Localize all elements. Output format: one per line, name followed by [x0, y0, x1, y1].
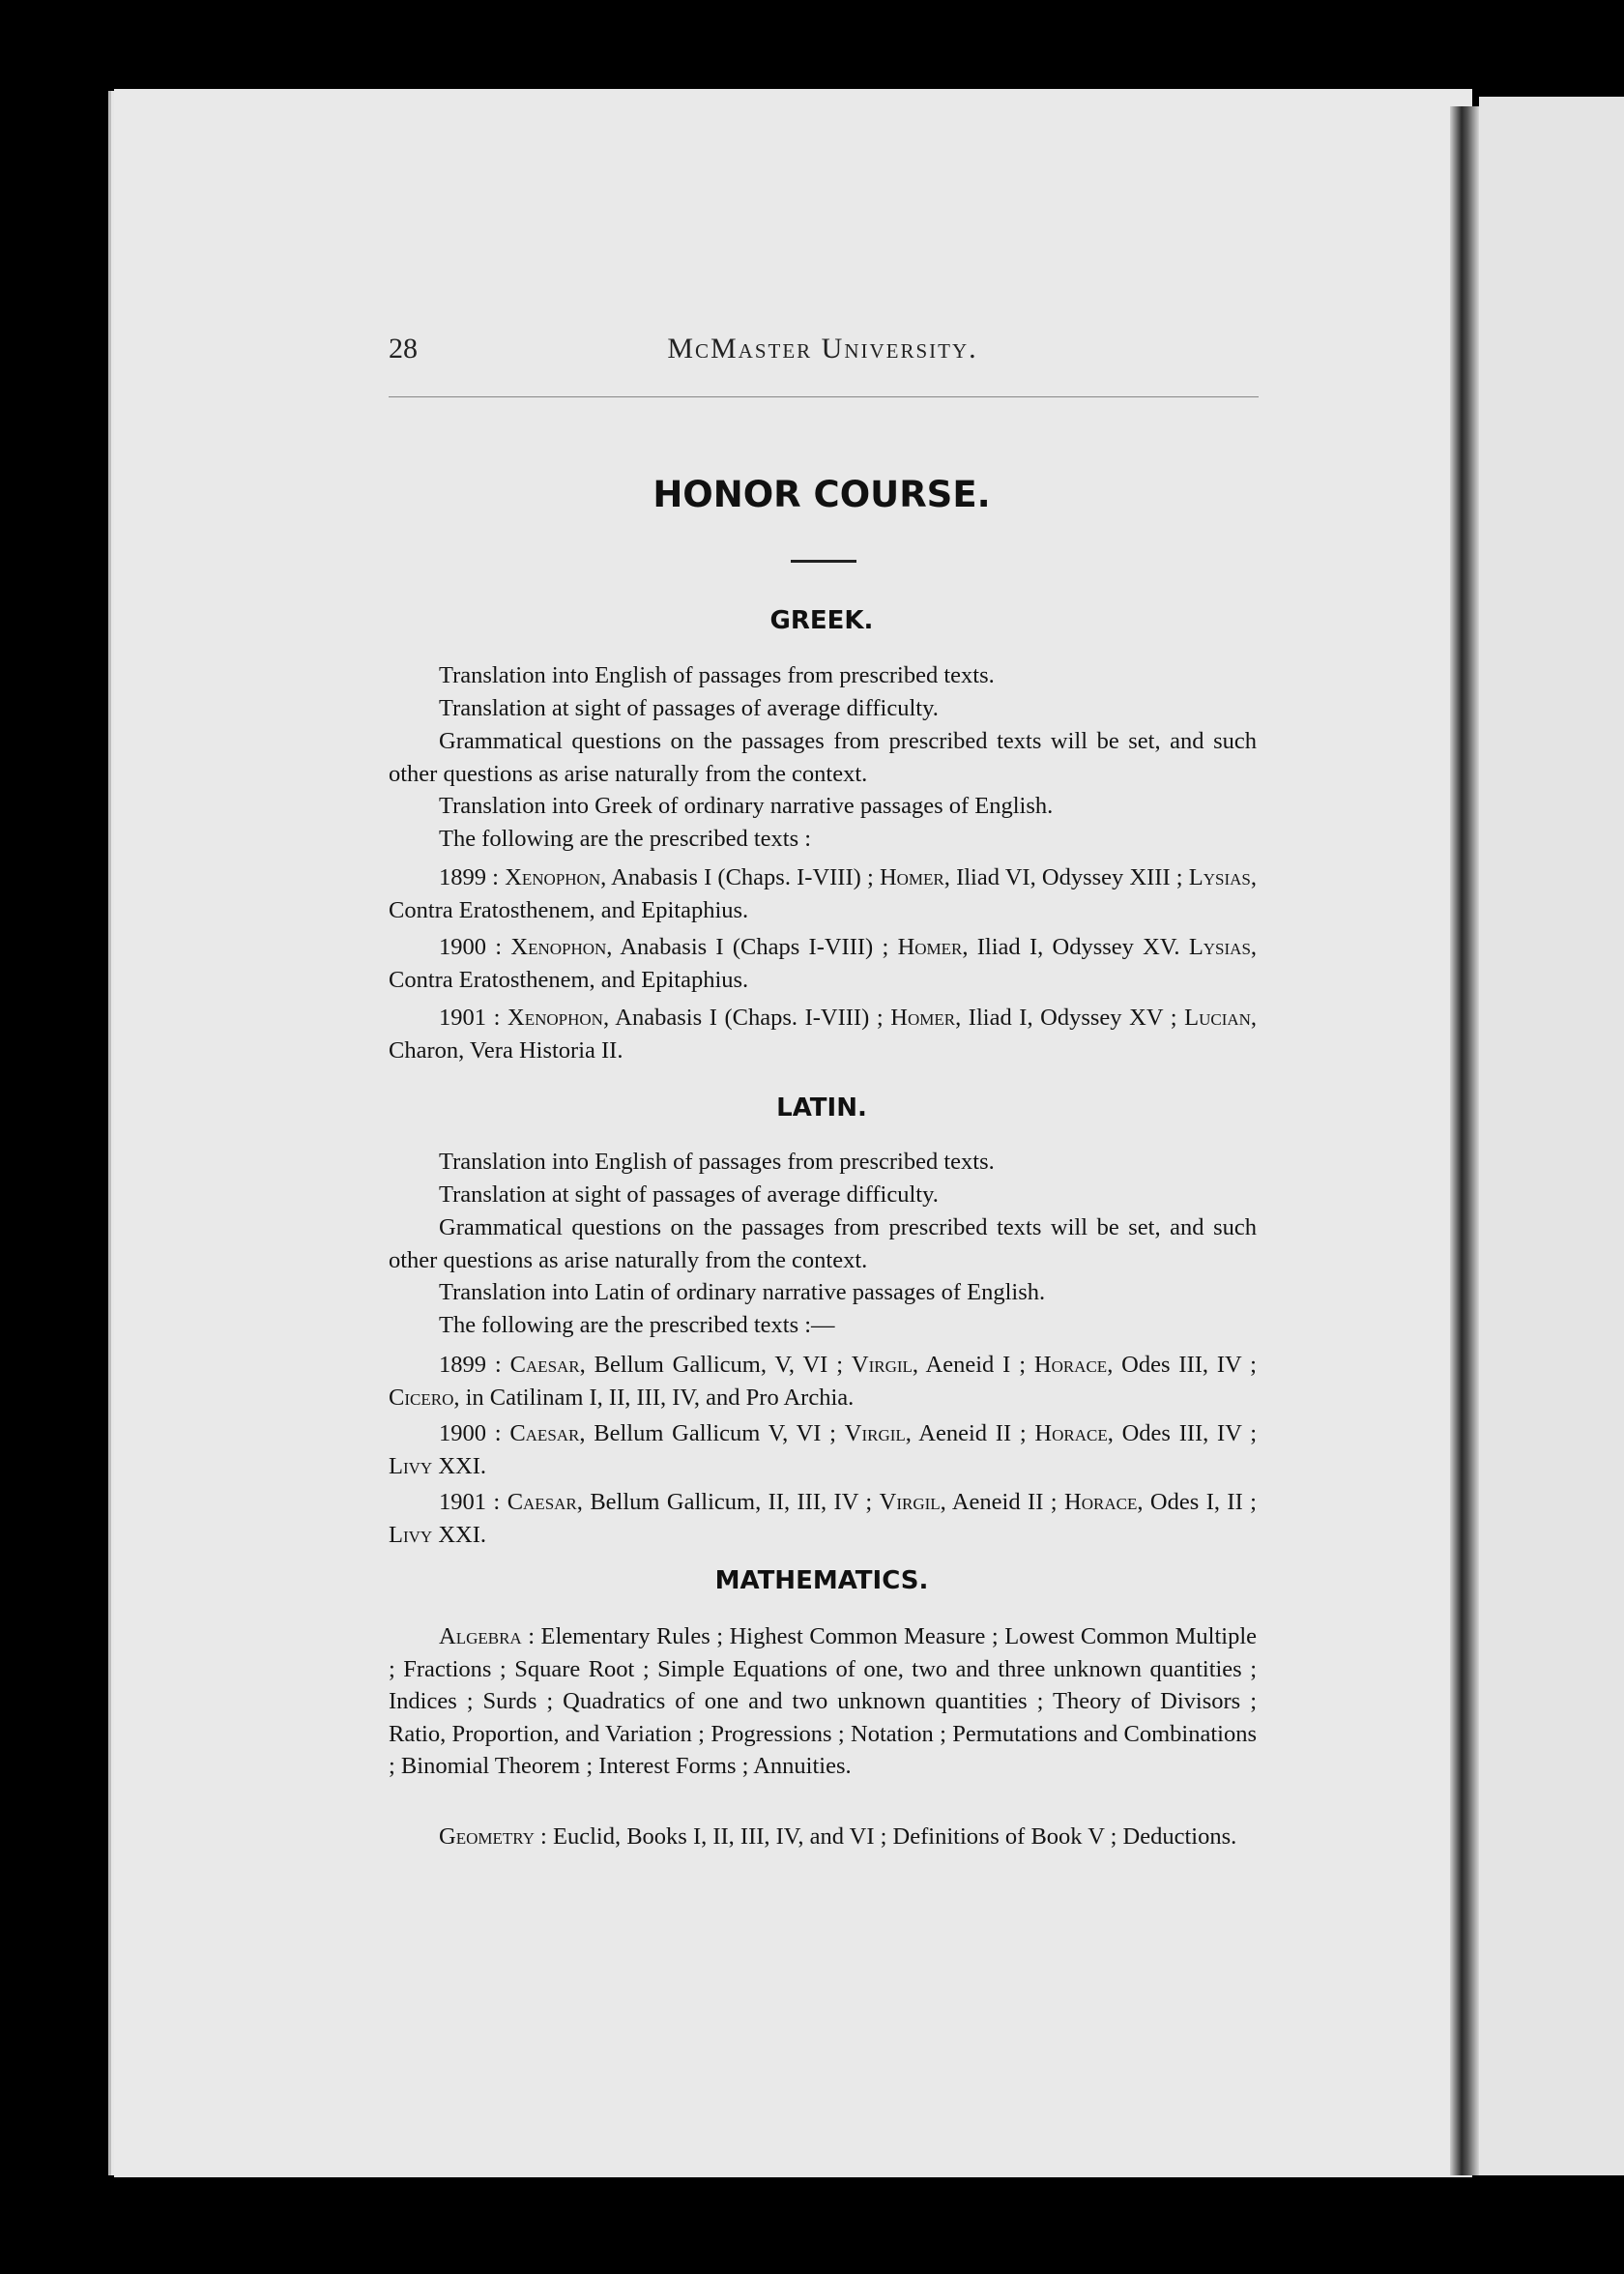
latin-paragraph-2: Translation at sight of passages of average difficulty. [439, 1181, 939, 1208]
greek-texts-1900 [389, 931, 1257, 996]
running-title: McMaster University. [667, 333, 978, 364]
author-name: Horace [1064, 1489, 1138, 1515]
author-name: Homer [890, 1005, 956, 1031]
year-label: 1900 : [439, 934, 503, 960]
facing-page-edge [1479, 97, 1624, 2175]
author-name: Lysias [1188, 864, 1251, 890]
text-segment: XXI. [438, 1452, 486, 1479]
author-name: Caesar [507, 1489, 577, 1515]
greek-heading: GREEK. [769, 606, 874, 635]
latin-texts-1901 [389, 1486, 1257, 1551]
greek-texts-1899 [389, 861, 1257, 926]
author-name: Homer [897, 934, 963, 960]
latin-paragraph-4: Translation into Latin of ordinary narrative passages of English. [439, 1279, 1046, 1305]
text-segment: , Anabasis I (Chaps. I-VIII) ; [600, 864, 874, 890]
algebra-label: Algebra : [439, 1623, 536, 1649]
text-segment: , Anabasis I (Chaps I-VIII) ; [606, 934, 889, 960]
author-name: Lysias [1188, 934, 1251, 960]
author-name: Xenophon [510, 934, 607, 960]
text-segment: , Aeneid II ; [940, 1489, 1058, 1515]
greek-paragraph-4: Translation into Greek of ordinary narrative passages of English. [439, 793, 1054, 819]
text-segment: XXI. [438, 1521, 486, 1548]
greek-paragraph-3: Grammatical questions on the passages from prescribed texts will be set, and such other questions as arise naturally from the context. [389, 728, 1257, 787]
author-name: Livy [389, 1521, 433, 1548]
year-label: 1899 : [439, 864, 499, 890]
book-gutter [1450, 106, 1479, 2175]
running-head [389, 333, 1257, 371]
latin-texts-1899 [389, 1349, 1257, 1414]
text-segment: , Aeneid II ; [905, 1420, 1027, 1446]
algebra-paragraph [389, 1620, 1257, 1783]
page-title: HONOR COURSE. [652, 474, 991, 515]
text-segment: , Bellum Gallicum V, VI ; [579, 1420, 836, 1446]
latin-paragraph-5: The following are the prescribed texts :— [439, 1312, 835, 1338]
page-number: 28 [389, 333, 418, 364]
mathematics-heading: MATHEMATICS. [714, 1566, 929, 1595]
author-name: Livy [389, 1452, 433, 1479]
author-name: Caesar [509, 1352, 580, 1378]
text-segment: , Bellum Gallicum, II, III, IV ; [576, 1489, 873, 1515]
author-name: Virgil [879, 1489, 941, 1515]
text-segment: , Aeneid I ; [912, 1352, 1026, 1378]
latin-heading: LATIN. [776, 1093, 867, 1122]
greek-paragraph-1: Translation into English of passages from prescribed texts. [439, 662, 995, 688]
text-segment: , Iliad I, Odyssey XV ; [955, 1005, 1177, 1031]
latin-paragraph-1: Translation into English of passages from prescribed texts. [439, 1149, 995, 1175]
title-rule [791, 560, 856, 563]
author-name: Caesar [509, 1420, 580, 1446]
text-segment: , Contra Eratosthenem, and Epitaphius. [389, 934, 1258, 993]
author-name: Horace [1034, 1420, 1108, 1446]
algebra-text: Elementary Rules ; Highest Common Measure ; Lowest Common Multiple ; Fractions ; Square Root ; Simple Equations of one, two and three unknown quantities ; Indices ; Surds ; Quadratics of one and two unknown quantities ; Theory of Divisors ; Ratio, Proportion, and Variation ; Progressions ; Notation ; Permutations and Combinations ; Binomial Theorem ; Interest Forms ; Annuities. [389, 1623, 1257, 1779]
text-segment: , Iliad VI, Odyssey XIII ; [943, 864, 1183, 890]
author-name: Horace [1033, 1352, 1108, 1378]
text-segment: , Odes III, IV ; [1107, 1420, 1258, 1446]
author-name: Cicero [389, 1384, 454, 1411]
greek-paragraph-5: The following are the prescribed texts : [439, 826, 812, 852]
year-label: 1901 : [439, 1489, 501, 1515]
author-name: Xenophon [508, 1005, 603, 1031]
greek-paragraph-2: Translation at sight of passages of average difficulty. [439, 695, 939, 721]
text-segment: , Charon, Vera Historia II. [389, 1005, 1258, 1064]
greek-texts-1901 [389, 1002, 1257, 1066]
author-name: Xenophon [505, 864, 601, 890]
author-name: Lucian [1184, 1005, 1251, 1031]
geometry-label: Geometry : [439, 1823, 547, 1850]
latin-texts-1900 [389, 1417, 1257, 1482]
year-label: 1901 : [439, 1005, 501, 1031]
text-segment: , in Catilinam I, II, III, IV, and Pro Archia. [453, 1384, 855, 1411]
text-segment: , Odes I, II ; [1137, 1489, 1257, 1515]
author-name: Virgil [851, 1352, 913, 1378]
geometry-paragraph [389, 1821, 1257, 1853]
year-label: 1899 : [439, 1352, 502, 1378]
geometry-text: Euclid, Books I, II, III, IV, and VI ; Definitions of Book V ; Deductions. [552, 1823, 1237, 1850]
text-segment: , Iliad I, Odyssey XV. [962, 934, 1180, 960]
header-rule [389, 396, 1259, 397]
author-name: Homer [879, 864, 944, 890]
text-segment: , Bellum Gallicum, V, VI ; [579, 1352, 843, 1378]
text-segment: , Anabasis I (Chaps. I-VIII) ; [602, 1005, 884, 1031]
year-label: 1900 : [439, 1420, 502, 1446]
text-segment: , Odes III, IV ; [1107, 1352, 1257, 1378]
latin-paragraph-3: Grammatical questions on the passages from prescribed texts will be set, and such other questions as arise naturally from the context. [389, 1214, 1257, 1273]
book-page [114, 89, 1472, 2177]
text-segment: , Contra Eratosthenem, and Epitaphius. [389, 864, 1258, 923]
author-name: Virgil [844, 1420, 906, 1446]
